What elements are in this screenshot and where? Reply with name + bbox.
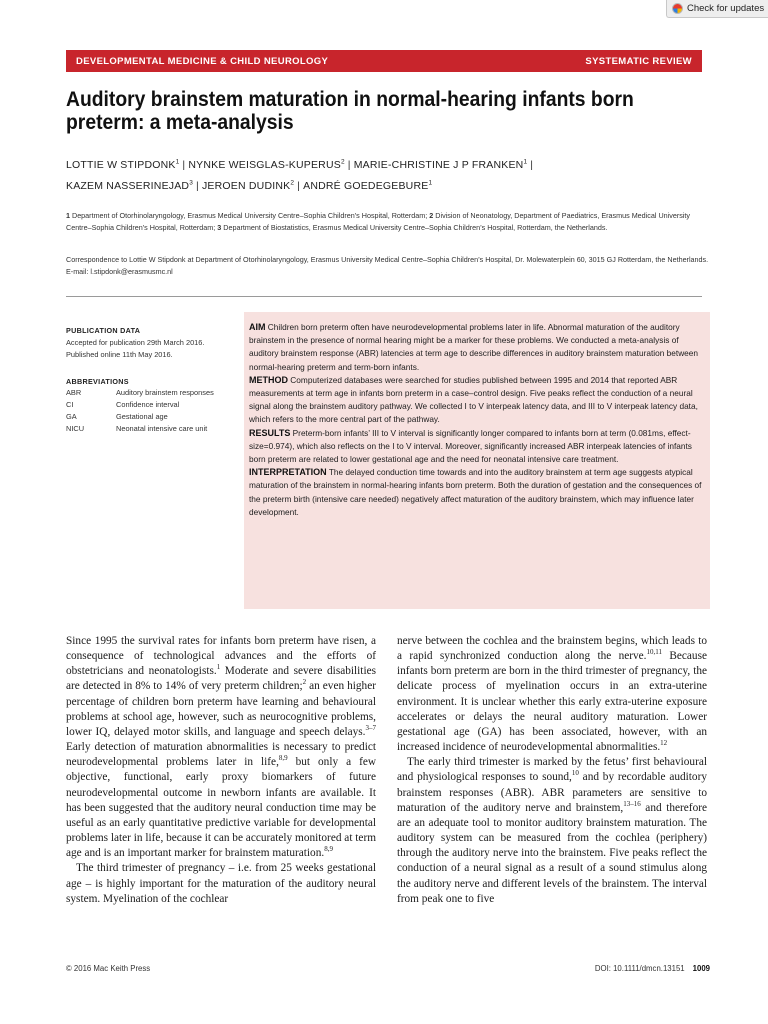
abstract-box xyxy=(244,312,710,609)
citation[interactable]: 8,9 xyxy=(278,754,288,763)
abbreviation-definition: Gestational age xyxy=(116,412,168,421)
body-text: but only a few objective, functional, early proxy biomarkers of future neurodevelopmental outcome in newborn infants are available. It has been suggested that the auditory neural conduction time may be useful as an early quantitative predictive variable for developmental problems later in life, because it can be accurately monitored at term age and is an important marker for brainstem maturation. xyxy=(66,756,376,860)
body-text: an even higher percentage of children born preterm have learning and behavioural problems at school age, however, such as neurocognitive problems, lower IQ, delayed motor skills, and language and speech delays. xyxy=(66,680,376,738)
affiliation-text: Department of Biostatistics, Erasmus Medical University Centre–Sophia Children’s Hospital, Rotterdam, the Netherlands. xyxy=(221,222,608,232)
abbreviations-heading: ABBREVIATIONS xyxy=(66,377,129,386)
author-separator: | xyxy=(530,159,534,171)
body-column-left xyxy=(66,634,376,907)
page-footer xyxy=(66,964,710,973)
abbreviation-definition: Confidence interval xyxy=(116,400,180,409)
abbreviation-row xyxy=(66,411,246,423)
body-text: The early third trimester is marked by the fetus’ first behavioural and physiological responses to sound, xyxy=(397,756,707,784)
affiliation-number: 3 xyxy=(217,222,222,232)
publication-data-panel xyxy=(66,326,246,435)
body-paragraph xyxy=(397,755,707,907)
affiliation-number: 1 xyxy=(66,211,70,220)
author-affiliation-mark: 1 xyxy=(175,158,180,166)
abstract-label: AIM xyxy=(249,322,266,332)
abbreviation-row xyxy=(66,423,246,435)
abstract-text: The delayed conduction time towards and into the auditory brainstem at term age suggests atypical maturation of the brainstem in normal-hearing infants born preterm. Both the duration of gestation and the consequences of the preterm birth (intensive care needed) negatively affect maturation of the auditory brainstem, which may influence later development. xyxy=(249,467,702,517)
author-separator: | xyxy=(182,159,186,171)
affiliation-text: Department of Otorhinolaryngology, Erasmus Medical University Centre–Sophia Children’s Hospital, Rotterdam; xyxy=(70,211,430,220)
abbreviation-definition: Auditory brainstem responses xyxy=(116,388,214,397)
body-text: nerve between the cochlea and the brainstem begins, which leads to a rapid synchronized conduction along the nerve. xyxy=(397,635,707,663)
correspondence: Correspondence to Lottie W Stipdonk at Department of Otorhinolaryngology, Erasmus University Medical Centre–Sophia Children’s Hospital, Dr. Molewaterplein 60, 3015 GJ Rotterdam, the Netherlands. E-mail: l.stipdonk@erasmusmc.nl xyxy=(66,255,709,276)
author-separator: | xyxy=(347,159,351,171)
publication-data-heading: PUBLICATION DATA xyxy=(66,326,141,335)
author-affiliation-mark: 2 xyxy=(290,179,295,187)
body-text: Early detection of maturation abnormalities is necessary to predict neurodevelopmental problems later in life, xyxy=(66,741,376,769)
citation[interactable]: 10 xyxy=(571,769,579,778)
author-separator: | xyxy=(196,180,199,192)
article-title xyxy=(66,88,655,134)
abstract-text: Preterm-born infants’ III to V interval is significantly longer compared to infants born at term (0.081ms, effect-size=0.974), which also reflects on the I to V interval. Moreover, significantly increased ABR interpeak latencies of infants born preterm are related to lower gestational age and the need for neonatal intensive care treatment. xyxy=(249,427,692,465)
footer-right xyxy=(595,964,710,973)
author-affiliation-mark: 1 xyxy=(523,158,528,166)
author-affiliation-mark: 3 xyxy=(189,179,194,187)
body-text: and therefore are an adequate tool to monitor auditory brainstem maturation. The auditory system can be measured from the cochlea (periphery) through the auditory nerve into the brainstem. Five peaks reflect the conduction of a neural signal as a result of a sound stimulus along the auditory nerve and different levels of the brainstem. The interval from peak one to five xyxy=(397,801,707,905)
citation[interactable]: 13–16 xyxy=(623,799,641,808)
author-line xyxy=(66,155,706,176)
citation[interactable]: 2 xyxy=(302,678,307,687)
abbreviation-row xyxy=(66,387,246,399)
abstract-method xyxy=(249,374,705,427)
citation[interactable]: 3–7 xyxy=(365,724,376,733)
title-line: preterm: a meta-analysis xyxy=(66,111,294,134)
abbreviation-term: CI xyxy=(66,400,74,409)
abbreviation-term: ABR xyxy=(66,388,82,397)
abbreviation-term: GA xyxy=(66,412,77,421)
published-date: Published online 11th May 2016. xyxy=(66,350,173,359)
abstract-label: METHOD xyxy=(249,374,288,385)
abbreviation-definition: Neonatal intensive care unit xyxy=(116,424,208,433)
abstract-aim xyxy=(249,321,705,374)
crossmark-icon xyxy=(672,3,683,14)
body-text: and by recordable auditory brainstem responses (ABR). ABR parameters are sensitive to maturation of the auditory nerve and brainstem, xyxy=(397,771,707,814)
citation[interactable]: 1 xyxy=(216,663,221,672)
body-paragraph xyxy=(66,634,376,861)
journal-header-bar xyxy=(66,50,702,72)
author-affiliation-mark: 2 xyxy=(340,158,345,166)
body-text: Since 1995 the survival rates for infants born preterm have risen, a consequence of technological advances and the efforts of obstetricians and neonatologists. xyxy=(66,635,376,678)
author-name: MARIE-CHRISTINE J P FRANKEN xyxy=(353,159,524,171)
body-text: Because infants born preterm are born in the third trimester of pregnancy, the delicate process of myelination occurs in an extra-uterine environment. It is unclear whether this early extra-uterine exposure accelerates or delays the neural auditory maturation. Lower gestational age (GA) has been associated, however, with an increased incidence of neurodevelopmental abnormalities. xyxy=(397,650,707,754)
abstract-interpretation xyxy=(249,466,705,519)
abstract-text: Children born preterm often have neurodevelopmental problems later in life. Abnormal maturation of the auditory brainstem in the presence of normal hearing might be a marker for these problems. We conducted a meta-analysis of auditory brainstem response (ABR) latencies at term age to describe differences in auditory brainstem maturation between normal-hearing preterm and term-born infants. xyxy=(249,322,699,372)
citation[interactable]: 10,11 xyxy=(646,648,663,657)
check-for-updates-button[interactable] xyxy=(666,0,768,18)
article-type: SYSTEMATIC REVIEW xyxy=(585,55,692,67)
check-for-updates-label: Check for updates xyxy=(687,3,765,14)
body-paragraph: The third trimester of pregnancy – i.e. from 25 weeks gestational age – is highly important for the maturation of the auditory neural system. Myelination of the cochlear xyxy=(66,862,376,905)
citation[interactable]: 8,9 xyxy=(324,845,333,854)
abstract-label: INTERPRETATION xyxy=(249,467,327,478)
abstract-label: RESULTS xyxy=(249,427,291,438)
doi[interactable]: DOI: 10.1111/dmcn.13151 xyxy=(594,964,685,973)
body-column-right xyxy=(397,634,707,907)
citation[interactable]: 12 xyxy=(660,739,668,748)
body-paragraph xyxy=(397,634,707,755)
author-name: KAZEM NASSERINEJAD xyxy=(66,180,190,192)
abstract-results xyxy=(249,427,705,467)
affiliation-text: Division of Neonatology, Department of Paediatrics, Erasmus Medical University Centre–Sophia Children’s Hospital, Rotterdam; xyxy=(66,211,691,232)
section-divider xyxy=(66,296,702,297)
abstract-text: Computerized databases were searched for studies published between 1995 and 2014 that reported ABR measurements at term age in infants born preterm in a case–control design. Five peaks reflect the conduction of a neural signal along the brainstem auditory pathway. We collected I to V interpeak latency data, and III to V interpeak latency data, which refers to the more central part of the pathway. xyxy=(249,374,698,425)
author-name: NYNKE WEISGLAS-KUPERUS xyxy=(188,159,341,171)
affiliation-number: 2 xyxy=(429,211,434,220)
author-affiliation-mark: 1 xyxy=(428,179,433,187)
author-line xyxy=(66,176,706,197)
journal-name: DEVELOPMENTAL MEDICINE & CHILD NEUROLOGY xyxy=(76,55,329,67)
abbreviation-term: NICU xyxy=(66,424,85,433)
page-number: 1009 xyxy=(692,964,710,973)
author-list xyxy=(66,155,706,197)
title-line: Auditory brainstem maturation in normal-hearing infants born xyxy=(66,88,634,111)
abbreviation-row xyxy=(66,399,246,411)
author-name: ANDRÉ GOEDEGEBURE xyxy=(303,180,429,192)
accepted-date: Accepted for publication 29th March 2016. xyxy=(66,338,205,347)
body-text: Moderate and severe disabilities are detected in 8% to 14% of very preterm children; xyxy=(66,665,376,693)
author-separator: | xyxy=(297,180,301,192)
copyright: © 2016 Mac Keith Press xyxy=(66,964,151,973)
author-name: JEROEN DUDINK xyxy=(201,180,291,192)
author-name: LOTTIE W STIPDONK xyxy=(66,159,176,171)
affiliations xyxy=(66,210,716,233)
